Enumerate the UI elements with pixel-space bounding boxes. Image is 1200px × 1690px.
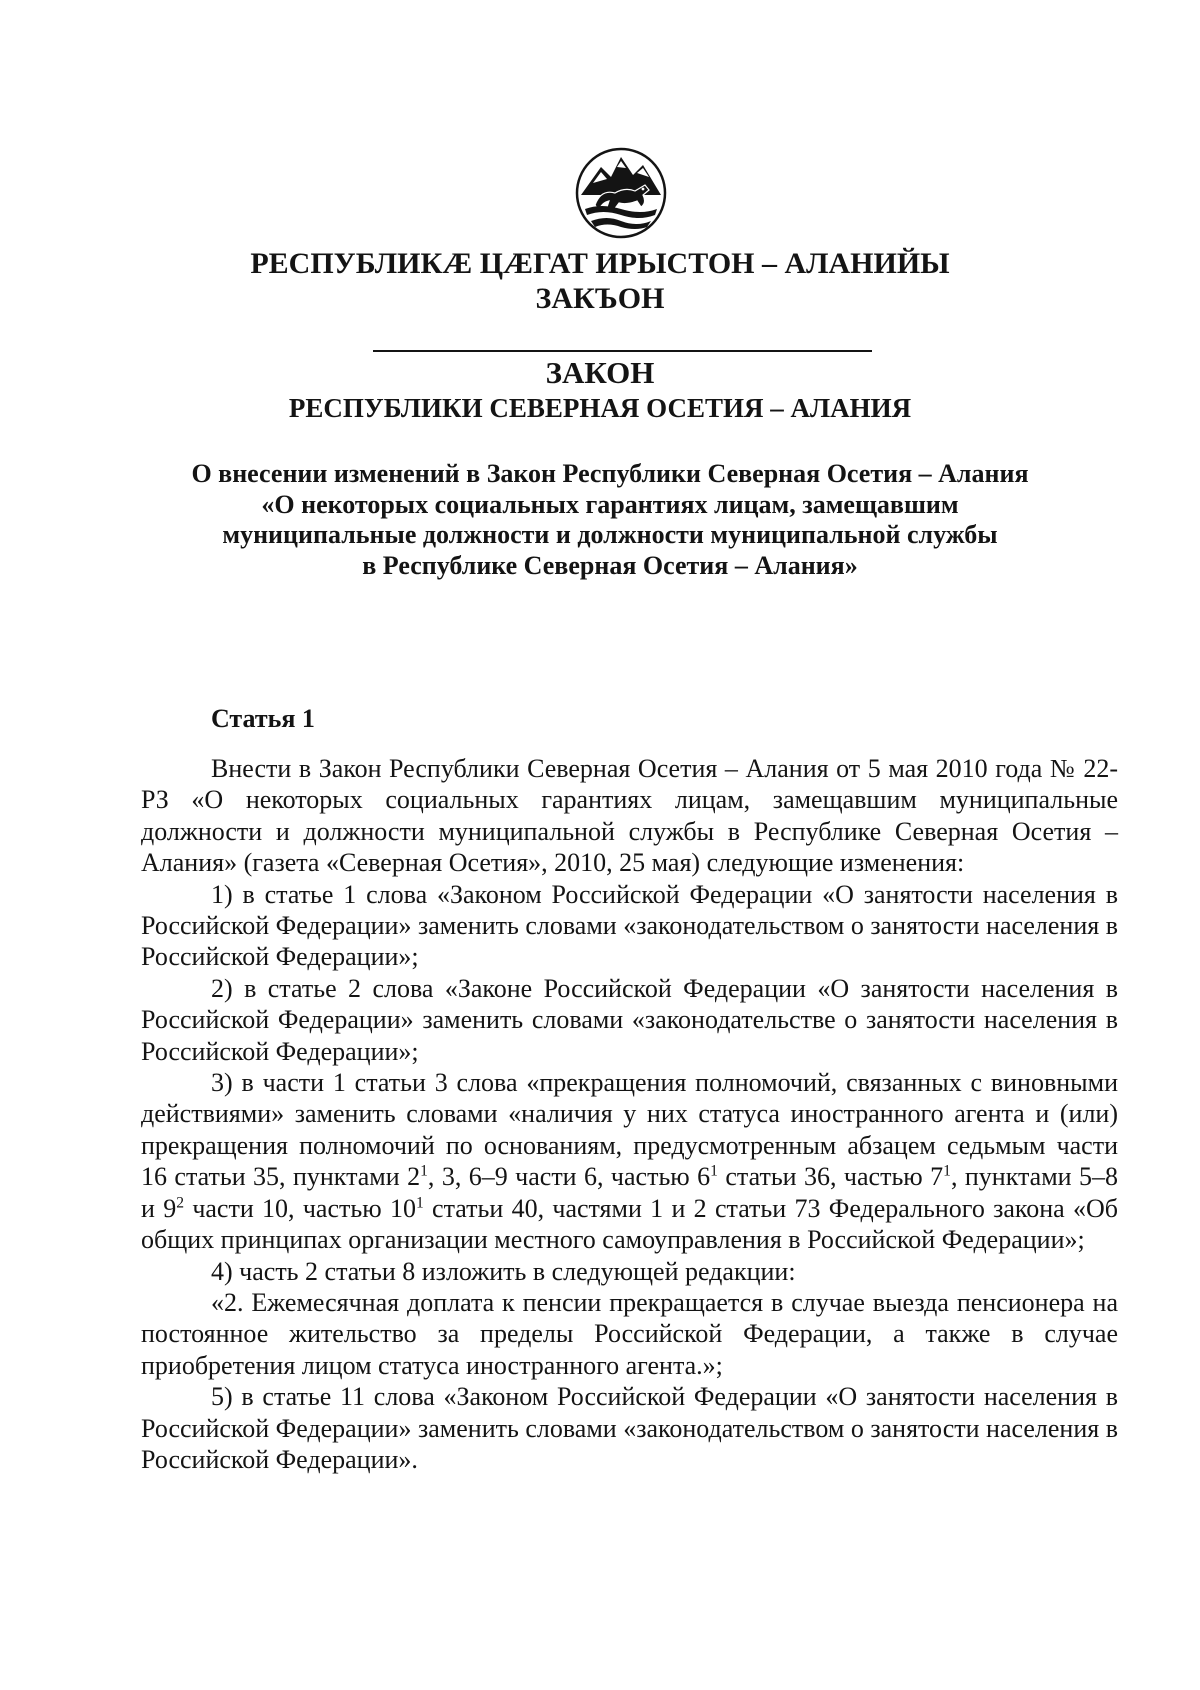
superscript: 1 (943, 1162, 951, 1180)
superscript: 1 (420, 1162, 428, 1180)
superscript: 1 (415, 1194, 424, 1212)
amendment-item-2: 2) в статье 2 слова «Законе Российской Федерации «О занятости населения в Российской Федерации» заменить словами «законодательстве о занятости населения в Российской Федерации»; (141, 973, 1118, 1066)
law-heading-ossetian: ЗАКЪОН (535, 282, 665, 315)
law-heading-russian: ЗАКОН (545, 355, 655, 390)
amendment-item-3: 3) в части 1 статьи 3 слова «прекращения полномочий, связанных с виновными действиями» заменить словами «наличия у них статуса иностранного агента и (или) прекращения полномочий по основаниям, предусмотренным абзацем седьмым части 16 статьи 35, пунктами $2^1$, 3, 6–9 части 6, частью $6^1$ статьи 36, частью $7^1$, пунктами 5–8 и $9^2$ части 10, частью $10^1$ статьи 40, частями 1 и 2 статьи 73 Федерального закона «Об общих принципах организации местного самоуправления в Российской Федерации»; (141, 1068, 1119, 1255)
law-subject-title (140, 459, 1080, 582)
superscript: 1 (710, 1162, 718, 1180)
amendment-item-5: 5) в статье 11 слова «Законом Российской Федерации «О занятости населения в Российской Федерации» заменить словами «законодательством о занятости населения в Российской Федерации». (141, 1382, 1118, 1474)
subject-line: О внесении изменений в Закон Республики Северная Осетия – Алания (191, 459, 1029, 488)
amendment-item-1: 1) в статье 1 слова «Законом Российской Федерации «О занятости населения в Российской Федерации» заменить словами «законодательством о занятости населения в Российской Федерации»; (141, 879, 1118, 972)
divider-line (373, 350, 872, 352)
subject-line: муниципальные должности и должности муниципальной службы (222, 520, 998, 550)
superscript: 2 (176, 1194, 185, 1212)
subject-line: «О некоторых социальных гарантиях лицам, замещавшим (261, 489, 959, 519)
amendment-item-4: 4) часть 2 статьи 8 изложить в следующей редакции: (211, 1256, 796, 1286)
coat-of-arms-icon (571, 143, 671, 243)
republic-name-russian: РЕСПУБЛИКИ СЕВЕРНАЯ ОСЕТИЯ – АЛАНИЯ (288, 393, 912, 423)
subject-line: в Республике Северная Осетия – Алания» (362, 551, 858, 581)
article-body (141, 753, 1118, 1475)
article-intro-paragraph: Внести в Закон Республики Северная Осетия – Алания от 5 мая 2010 года № 22-РЗ «О некоторых социальных гарантиях лицам, замещавшим муниципальные должности и должности муниципальной службы в Республике Северная Осетия – Алания» (газета «Северная Осетия», 2010, 25 мая) следующие изменения: (141, 754, 1118, 878)
article-title: Статья 1 (211, 704, 315, 733)
amendment-item-4-quote: «2. Ежемесячная доплата к пенсии прекращается в случае выезда пенсионера на постоянное жительство за пределы Российской Федерации, а также в случае приобретения лицом статуса иностранного агента.»; (141, 1287, 1118, 1380)
republic-name-ossetian: РЕСПУБЛИКӔ ЦӔГАТ ИРЫСТОН – АЛАНИЙЫ (250, 247, 950, 280)
